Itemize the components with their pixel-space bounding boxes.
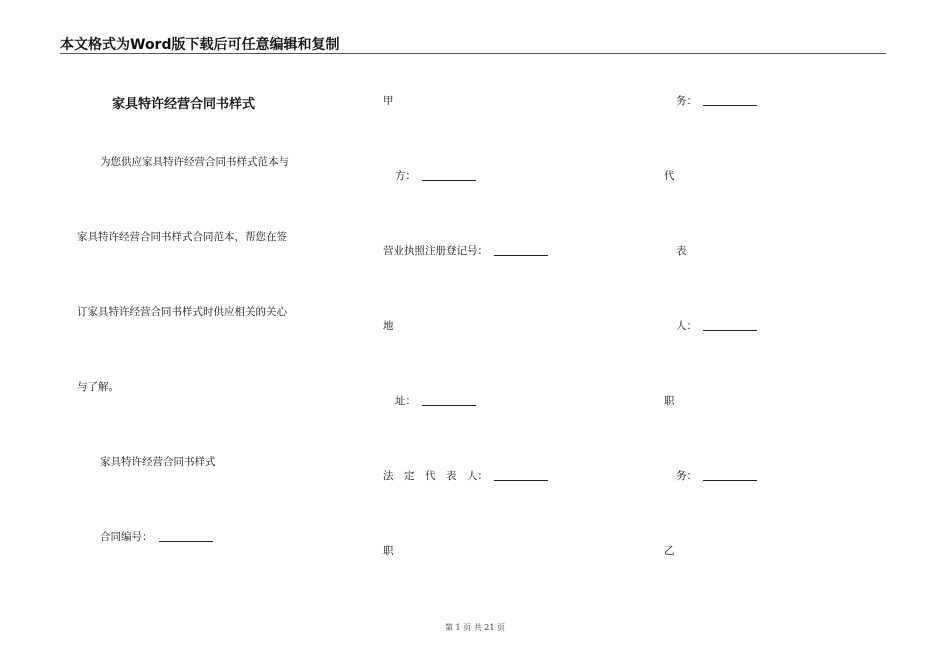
legal-representative-label: 法 定 代 表 人： xyxy=(383,470,488,482)
representative-ren-label: 人： xyxy=(676,320,697,332)
duty-label-2: 务： xyxy=(676,470,697,482)
party-a-blank xyxy=(422,170,476,181)
intro-line-2: 家具特许经营合同书样式合同范本，帮您在签 xyxy=(77,231,287,243)
position-zhi-col3: 职 xyxy=(664,395,675,407)
contract-number-blank xyxy=(159,531,213,542)
representative-blank xyxy=(703,320,757,331)
duty-blank-2 xyxy=(703,470,757,481)
header-banner: 本文格式为Word版下载后可任意编辑和复制 xyxy=(60,37,340,53)
registration-number-field xyxy=(383,243,548,258)
party-b-yi: 乙 xyxy=(664,545,675,557)
duty-label-1: 务： xyxy=(676,95,697,107)
contract-subtitle: 家具特许经营合同书样式 xyxy=(100,456,216,468)
contract-number-field xyxy=(100,529,213,544)
party-a-fang-label: 方： xyxy=(395,170,416,182)
legal-representative-blank xyxy=(494,470,548,481)
intro-line-3: 订家具特许经营合同书样式时供应相关的关心 xyxy=(77,306,287,318)
duty-field-1 xyxy=(676,93,757,108)
representative-ren-field xyxy=(676,318,757,333)
representative-biao: 表 xyxy=(676,245,687,257)
header-divider xyxy=(60,53,886,54)
address-blank xyxy=(422,395,476,406)
position-zhi-col2: 职 xyxy=(383,545,394,557)
duty-blank-1 xyxy=(703,95,757,106)
address-di: 地 xyxy=(383,320,394,332)
address-zhi-field xyxy=(395,393,476,408)
contract-number-label: 合同编号： xyxy=(100,531,153,543)
legal-representative-field xyxy=(383,468,548,483)
registration-number-blank xyxy=(494,245,548,256)
page-footer: 第 1 页 共 21 页 xyxy=(445,623,505,632)
document-title: 家具特许经营合同书样式 xyxy=(112,97,256,112)
party-a-fang-field xyxy=(395,168,476,183)
registration-number-label: 营业执照注册登记号： xyxy=(383,245,488,257)
address-zhi-label: 址： xyxy=(395,395,416,407)
representative-dai: 代 xyxy=(664,170,675,182)
party-a-jia: 甲 xyxy=(383,95,394,107)
duty-field-2 xyxy=(676,468,757,483)
intro-line-4: 与了解。 xyxy=(77,381,119,393)
intro-line-1: 为您供应家具特许经营合同书样式范本与 xyxy=(100,156,289,168)
